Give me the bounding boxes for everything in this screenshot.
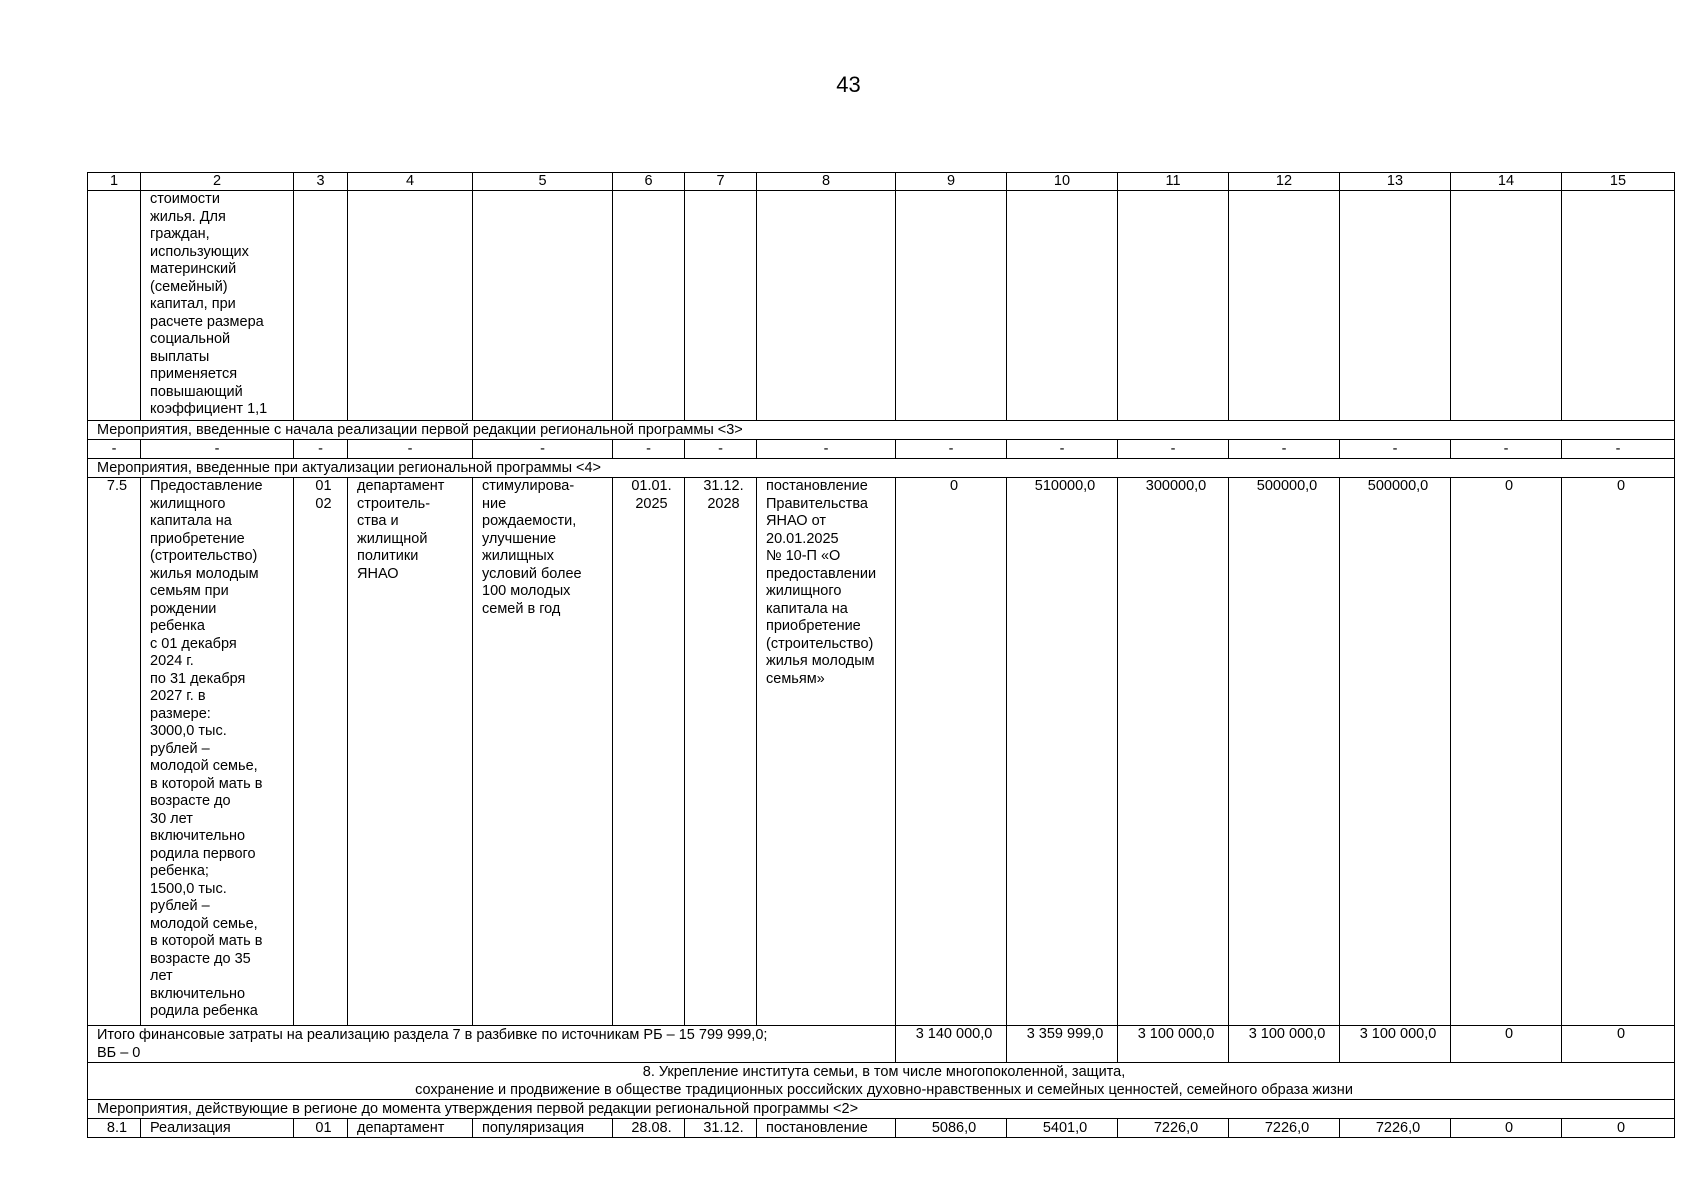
table-cell: - (294, 440, 348, 459)
table-cell: - (685, 440, 757, 459)
header-cell: 12 (1229, 173, 1340, 191)
table-cell (88, 191, 141, 421)
row-number: 8.1 (88, 1119, 141, 1138)
table-cell: - (88, 440, 141, 459)
total-amount: 3 100 000,0 (1229, 1026, 1340, 1063)
table-cell-amount: 0 (1451, 1119, 1562, 1138)
program-table (87, 172, 1675, 1138)
table-cell-result: популяризация (473, 1119, 613, 1138)
table-cell-amount: 7226,0 (1229, 1119, 1340, 1138)
total-amount: 3 359 999,0 (1007, 1026, 1118, 1063)
table-cell: - (1007, 440, 1118, 459)
table-cell: - (613, 440, 685, 459)
header-cell: 5 (473, 173, 613, 191)
table-cell (685, 191, 757, 421)
table-cell (348, 191, 473, 421)
table-cell: - (1229, 440, 1340, 459)
table-cell-description: Предоставление жилищного капитала на приобретение (строительство) жилья молодым семьям при рождении ребенка с 01 декабря 2024 г. по 31 декабря 2027 г. в размере: 3000,0 тыс. рублей – молодой семье, в которой мать в возрасте до 30 лет включительно родила первого ребенка; 1500,0 тыс. рублей – молодой семье, в которой мать в возрасте до 35 лет включительно родила ребенка (141, 478, 294, 1026)
total-label: Итого финансовые затраты на реализацию раздела 7 в разбивке по источникам РБ – 15 799 999,0; ВБ – 0 (88, 1026, 896, 1063)
header-cell: 13 (1340, 173, 1451, 191)
header-cell: 15 (1562, 173, 1675, 191)
table-cell: - (473, 440, 613, 459)
table-cell-amount: 0 (896, 478, 1007, 1026)
header-cell: 11 (1118, 173, 1229, 191)
table-cell (294, 191, 348, 421)
total-amount: 0 (1562, 1026, 1675, 1063)
header-cell: 8 (757, 173, 896, 191)
table-cell-amount: 0 (1451, 478, 1562, 1026)
header-cell: 10 (1007, 173, 1118, 191)
header-cell: 7 (685, 173, 757, 191)
table-cell: - (1562, 440, 1675, 459)
group-label: Мероприятия, введенные при актуализации региональной программы <4> (88, 459, 1675, 478)
table-cell-legal-act: постановление (757, 1119, 896, 1138)
header-cell: 1 (88, 173, 141, 191)
table-cell-end-date: 31.12. (685, 1119, 757, 1138)
group-row (88, 421, 1675, 440)
table-cell-amount: 0 (1562, 1119, 1675, 1138)
total-amount: 3 100 000,0 (1340, 1026, 1451, 1063)
table-cell: - (141, 440, 294, 459)
table-cell (1229, 191, 1340, 421)
group-label: Мероприятия, введенные с начала реализации первой редакции региональной программы <3> (88, 421, 1675, 440)
table-cell (1562, 191, 1675, 421)
table-cell-legal-act: постановление Правительства ЯНАО от 20.01.2025 № 10-П «О предоставлении жилищного капитала на приобретение (строительство) жилья молодым семьям» (757, 478, 896, 1026)
table-cell: - (896, 440, 1007, 459)
section-heading-row (88, 1063, 1675, 1100)
table-row-8-1 (88, 1119, 1675, 1138)
table-cell (613, 191, 685, 421)
table-cell (896, 191, 1007, 421)
table-cell-amount: 7226,0 (1118, 1119, 1229, 1138)
table-cell: - (1340, 440, 1451, 459)
table-header-row (88, 173, 1675, 191)
table-cell-amount: 7226,0 (1340, 1119, 1451, 1138)
table-cell-description: стоимости жилья. Для граждан, использующих материнский (семейный) капитал, при расчете размера социальной выплаты применяется повышающий коэффициент 1,1 (141, 191, 294, 421)
table-cell-end-date: 31.12. 2028 (685, 478, 757, 1026)
header-cell: 3 (294, 173, 348, 191)
header-cell: 9 (896, 173, 1007, 191)
table-cell (1340, 191, 1451, 421)
table-cell (473, 191, 613, 421)
table-cell-description: Реализация (141, 1119, 294, 1138)
table-row-7-5 (88, 478, 1675, 1026)
table-cell: - (1118, 440, 1229, 459)
table-cell-amount: 500000,0 (1229, 478, 1340, 1026)
table-cell-result: стимулирова- ние рождаемости, улучшение жилищных условий более 100 молодых семей в год (473, 478, 613, 1026)
table-cell-amount: 500000,0 (1340, 478, 1451, 1026)
page-number: 43 (836, 72, 861, 97)
table-cell: - (348, 440, 473, 459)
table-cell-amount: 0 (1562, 478, 1675, 1026)
table-cell-amount: 300000,0 (1118, 478, 1229, 1026)
header-cell: 2 (141, 173, 294, 191)
total-amount: 3 140 000,0 (896, 1026, 1007, 1063)
table-cell: - (1451, 440, 1562, 459)
table-cell-start-date: 28.08. (613, 1119, 685, 1138)
row-number: 7.5 (88, 478, 141, 1026)
table-cell-start-date: 01.01. 2025 (613, 478, 685, 1026)
table-cell-executor: департамент (348, 1119, 473, 1138)
total-amount: 0 (1451, 1026, 1562, 1063)
table-row-continued (88, 191, 1675, 421)
table-cell-amount: 510000,0 (1007, 478, 1118, 1026)
table-cell-executor: департамент строитель- ства и жилищной политики ЯНАО (348, 478, 473, 1026)
group-row (88, 1100, 1675, 1119)
table-cell-amount: 5086,0 (896, 1119, 1007, 1138)
table-cell-code: 01 02 (294, 478, 348, 1026)
table-cell (1451, 191, 1562, 421)
group-row (88, 459, 1675, 478)
table-cell-code: 01 (294, 1119, 348, 1138)
header-cell: 6 (613, 173, 685, 191)
table-cell (757, 191, 896, 421)
group-label: Мероприятия, действующие в регионе до момента утверждения первой редакции региональной программы <2> (88, 1100, 1675, 1119)
header-cell: 14 (1451, 173, 1562, 191)
table-cell-amount: 5401,0 (1007, 1119, 1118, 1138)
total-row (88, 1026, 1675, 1063)
table-row-empty (88, 440, 1675, 459)
table-cell: - (757, 440, 896, 459)
total-amount: 3 100 000,0 (1118, 1026, 1229, 1063)
table-cell (1007, 191, 1118, 421)
table-cell (1118, 191, 1229, 421)
header-cell: 4 (348, 173, 473, 191)
section-title: 8. Укрепление института семьи, в том числе многопоколенной, защита, сохранение и продвижение в обществе традиционных российских духовно-нравственных и семейных ценностей, семейного образа жизни (88, 1063, 1675, 1100)
